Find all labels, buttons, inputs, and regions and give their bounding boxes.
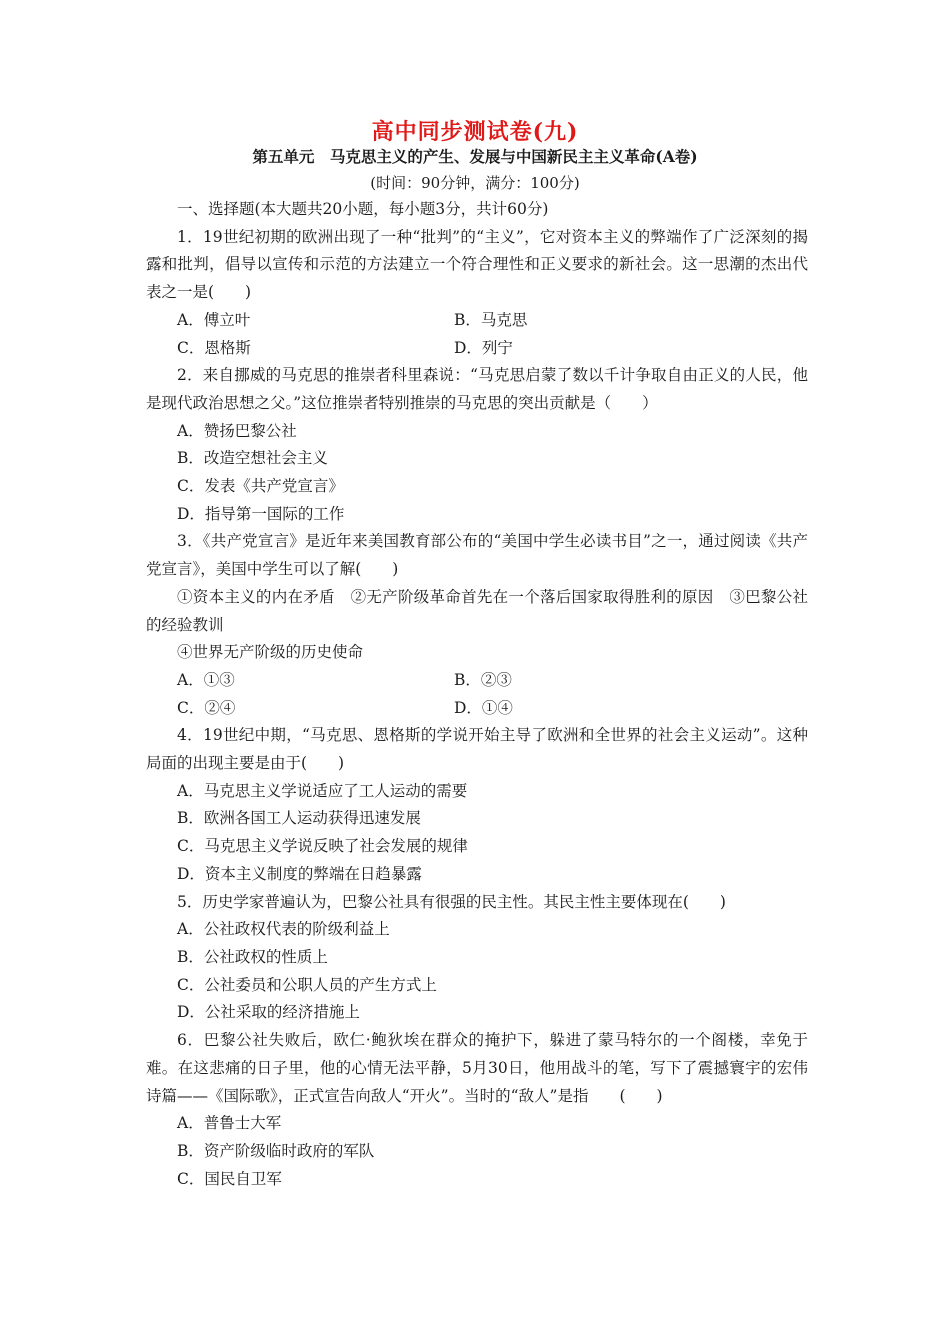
option-c: C．公社委员和公职人员的产生方式上 bbox=[177, 975, 437, 994]
option-d: D．指导第一国际的工作 bbox=[177, 504, 345, 523]
option-a: A．马克思主义学说适应了工人运动的需要 bbox=[177, 781, 468, 800]
question-1-options-row-2 bbox=[146, 335, 808, 363]
option-c: C．国民自卫军 bbox=[177, 1169, 282, 1188]
question-5-stem: 5．历史学家普遍认为，巴黎公社具有很强的民主性。其民主性主要体现在( ) bbox=[177, 892, 726, 911]
unit-subtitle: 第五单元 马克思主义的产生、发展与中国新民主主义革命(A卷) bbox=[252, 147, 698, 166]
question-4-stem: 4．19世纪中期，“马克思、恩格斯的学说开始主导了欧洲和全世界的社会主义运动”。这种局面的出现主要是由于( ) bbox=[146, 726, 808, 773]
time-info: (时间：90分钟，满分：100分) bbox=[370, 174, 580, 192]
option-b: B．②③ bbox=[454, 670, 512, 689]
question-1-stem: 1．19世纪初期的欧洲出现了一种“批判”的“主义”，它对资本主义的弊端作了广泛深刻的揭露和批判，倡导以宣传和示范的方法建立一个符合理性和正义要求的新社会。这一思潮的杰出代表之一是( ) bbox=[146, 227, 808, 302]
option-a: A．公社政权代表的阶级利益上 bbox=[177, 920, 390, 939]
question-3-options-row-1 bbox=[146, 667, 808, 695]
option-c: C．②④ bbox=[177, 698, 236, 717]
question-3-options-row-2 bbox=[146, 695, 808, 723]
option-d: D．①④ bbox=[454, 698, 513, 717]
option-a: A．赞扬巴黎公社 bbox=[177, 421, 297, 440]
question-6-stem: 6．巴黎公社失败后，欧仁·鲍狄埃在群众的掩护下，躲进了蒙马特尔的一个阁楼，幸免于难。在这悲痛的日子里，他的心情无法平静，5月30日，他用战斗的笔，写下了震撼寰宇的宏伟诗篇——《国际歌》，正式宣告向敌人“开火”。当时的“敌人”是指 ( ) bbox=[146, 1031, 808, 1105]
option-c: C．马克思主义学说反映了社会发展的规律 bbox=[177, 837, 468, 856]
option-b: B．欧洲各国工人运动获得迅速发展 bbox=[177, 809, 421, 828]
option-b: B．公社政权的性质上 bbox=[177, 947, 328, 966]
option-d: D．列宁 bbox=[454, 338, 513, 357]
option-b: B．改造空想社会主义 bbox=[177, 449, 328, 468]
option-d: D．资本主义制度的弊端在日趋暴露 bbox=[177, 864, 422, 883]
option-a: A．傅立叶 bbox=[177, 310, 251, 329]
option-b: B．资产阶级临时政府的军队 bbox=[177, 1141, 375, 1160]
option-d: D．公社采取的经济措施上 bbox=[177, 1003, 360, 1022]
option-a: A．普鲁士大军 bbox=[177, 1114, 282, 1133]
question-3-stem: 3．《共产党宣言》是近年来美国教育部公布的“美国中学生必读书目”之一，通过阅读《共产党宣言》，美国中学生可以了解( ) bbox=[146, 532, 808, 579]
option-a: A．①③ bbox=[177, 670, 235, 689]
question-3-statements: ①资本主义的内在矛盾 ②无产阶级革命首先在一个落后国家取得胜利的原因 ③巴黎公社的经验教训 bbox=[146, 587, 808, 634]
exam-title: 高中同步测试卷(九) bbox=[371, 119, 579, 145]
section-heading: 一、选择题(本大题共20小题，每小题3分，共计60分) bbox=[177, 200, 549, 218]
option-c: C．恩格斯 bbox=[177, 338, 251, 357]
exam-content bbox=[146, 196, 808, 1193]
question-3-statement-4: ④世界无产阶级的历史使命 bbox=[177, 643, 364, 662]
question-2-stem: 2．来自挪威的马克思的推崇者科里森说：“马克思启蒙了数以千计争取自由正义的人民，他是现代政治思想之父。”这位推崇者特别推崇的马克思的突出贡献是（ ） bbox=[146, 366, 808, 412]
option-c: C．发表《共产党宣言》 bbox=[177, 477, 344, 496]
option-b: B．马克思 bbox=[454, 310, 528, 329]
question-1-options-row-1 bbox=[146, 307, 808, 335]
